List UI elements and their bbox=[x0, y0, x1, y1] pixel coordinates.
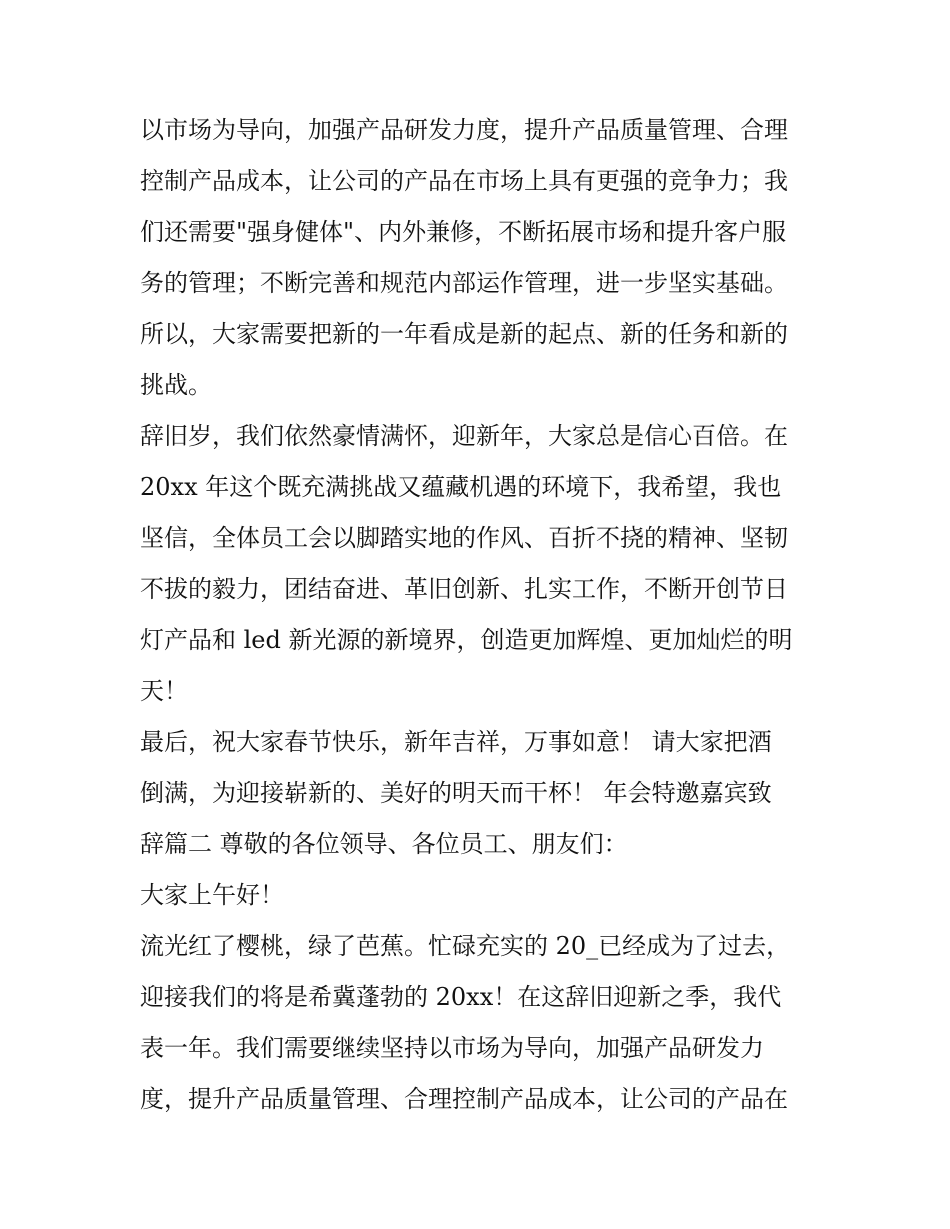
text-line: 表一年。我们需要继续坚持以市场为导向，加强产品研发力 bbox=[140, 1034, 764, 1062]
text-line: 辞旧岁，我们依然豪情满怀，迎新年，大家总是信心百倍。在 bbox=[140, 422, 788, 450]
text-line: 辞篇二 尊敬的各位领导、各位员工、朋友们： bbox=[140, 830, 628, 858]
text-line: 大家上午好！ bbox=[140, 881, 284, 909]
text-line: 灯产品和 led 新光源的新境界，创造更加辉煌、更加灿烂的明 bbox=[140, 626, 793, 654]
text-line: 挑战。 bbox=[140, 371, 212, 399]
text-line: 所以，大家需要把新的一年看成是新的起点、新的任务和新的 bbox=[140, 320, 788, 348]
text-line: 务的管理；不断完善和规范内部运作管理，进一步坚实基础。 bbox=[140, 269, 788, 297]
text-line: 度，提升产品质量管理、合理控制产品成本，让公司的产品在 bbox=[140, 1085, 788, 1113]
text-line: 20xx 年这个既充满挑战又蕴藏机遇的环境下，我希望，我也 bbox=[140, 473, 782, 501]
text-line: 控制产品成本，让公司的产品在市场上具有更强的竞争力；我 bbox=[140, 167, 788, 195]
text-line: 不拔的毅力，团结奋进、革旧创新、扎实工作，不断开创节日 bbox=[140, 575, 788, 603]
text-line: 以市场为导向，加强产品研发力度，提升产品质量管理、合理 bbox=[140, 116, 788, 144]
text-line: 天！ bbox=[140, 677, 188, 705]
text-line: 流光红了樱桃，绿了芭蕉。忙碌充实的 20_已经成为了过去， bbox=[140, 932, 791, 960]
text-line: 倒满，为迎接崭新的、美好的明天而干杯！ 年会特邀嘉宾致 bbox=[140, 779, 772, 807]
text-line: 迎接我们的将是希冀蓬勃的 20xx！在这辞旧迎新之季，我代 bbox=[140, 983, 782, 1011]
text-line: 最后，祝大家春节快乐，新年吉祥，万事如意！ 请大家把酒 bbox=[140, 728, 772, 756]
text-line: 们还需要"强身健体"、内外兼修，不断拓展市场和提升客户服 bbox=[140, 218, 787, 246]
text-line: 坚信，全体员工会以脚踏实地的作风、百折不挠的精神、坚韧 bbox=[140, 524, 788, 552]
document-body bbox=[140, 105, 820, 1125]
